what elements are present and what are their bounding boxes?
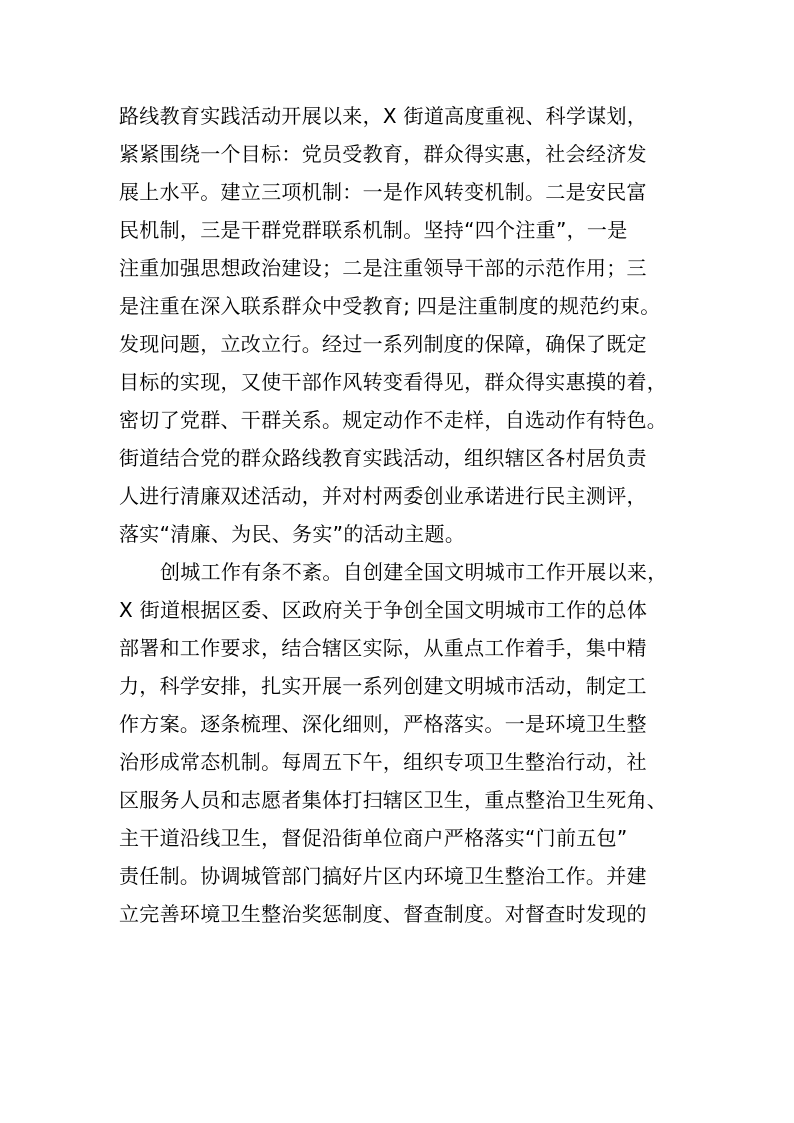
- body-text-line: 发现问题，立改立行。经过一系列制度的保障，确保了既定: [119, 332, 647, 356]
- body-text-line: X 街道根据区委、区政府关于争创全国文明城市工作的总体: [119, 598, 648, 622]
- body-text-line: 力，科学安排，扎实开展一系列创建文明城市活动，制定工: [119, 674, 647, 698]
- body-text-line: 立完善环境卫生整治奖惩制度、督查制度。对督查时发现的: [119, 902, 647, 926]
- body-text-line: 落实“清廉、为民、务实”的活动主题。: [119, 522, 466, 546]
- body-text-line: 展上水平。建立三项机制：一是作风转变机制。二是安民富: [119, 180, 647, 204]
- paragraph-first-line: 创城工作有条不紊。自创建全国文明城市工作开展以来，: [160, 560, 668, 584]
- body-text-line: 路线教育实践活动开展以来，X 街道高度重视、科学谋划，: [119, 104, 648, 128]
- body-text-line: 责任制。协调城管部门搞好片区内环境卫生整治工作。并建: [119, 864, 647, 888]
- body-text-line: 主干道沿线卫生，督促沿街单位商户严格落实“门前五包”: [119, 826, 628, 850]
- body-text-line: 是注重在深入联系群众中受教育; 四是注重制度的规范约束。: [119, 294, 661, 318]
- body-text-line: 街道结合党的群众路线教育实践活动，组织辖区各村居负责: [119, 446, 647, 470]
- body-text-line: 密切了党群、干群关系。规定动作不走样，自选动作有特色。: [119, 408, 668, 432]
- body-text-line: 紧紧围绕一个目标：党员受教育，群众得实惠，社会经济发: [119, 142, 647, 166]
- body-text-line: 作方案。逐条梳理、深化细则，严格落实。一是环境卫生整: [119, 712, 647, 736]
- body-text-line: 人进行清廉双述活动，并对村两委创业承诺进行民主测评，: [119, 484, 647, 508]
- body-text-line: 治形成常态机制。每周五下午，组织专项卫生整治行动，社: [119, 750, 647, 774]
- body-text-line: 注重加强思想政治建设；二是注重领导干部的示范作用；三: [119, 256, 647, 280]
- body-text-line: 区服务人员和志愿者集体打扫辖区卫生，重点整治卫生死角、: [119, 788, 668, 812]
- body-text-line: 部署和工作要求，结合辖区实际，从重点工作着手，集中精: [119, 636, 647, 660]
- body-text-line: 目标的实现，又使干部作风转变看得见，群众得实惠摸的着，: [119, 370, 668, 394]
- body-text-line: 民机制，三是干群党群联系机制。坚持“四个注重”，一是: [119, 218, 628, 242]
